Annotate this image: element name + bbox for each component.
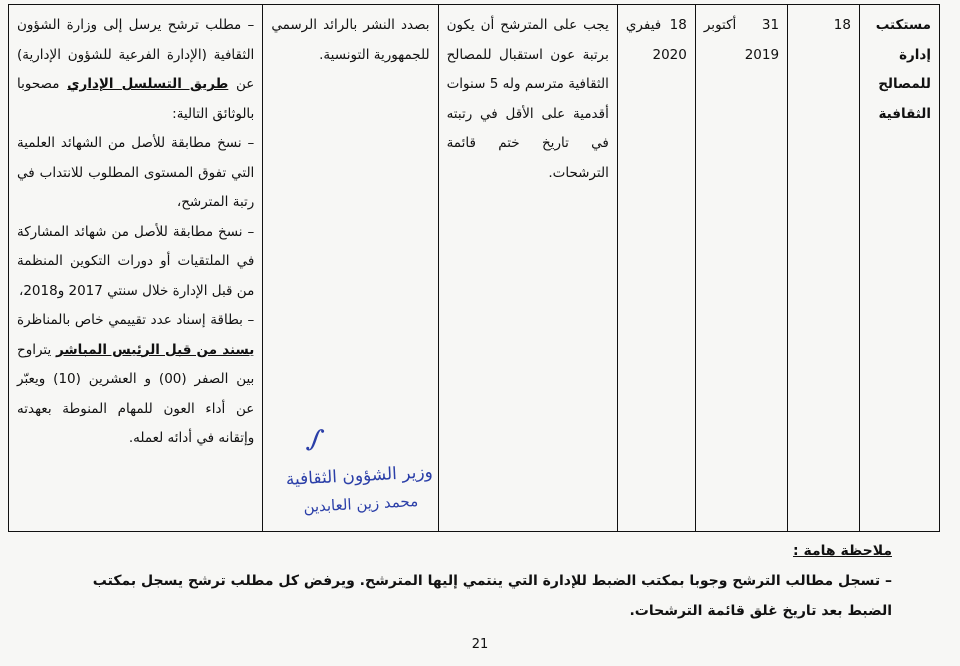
- publication-text: بصدد النشر بالرائد الرسمي للجمهورية التونسية.: [271, 17, 430, 63]
- positions-count-cell: 18: [788, 5, 860, 532]
- publication-cell: [263, 5, 438, 532]
- documents-item-trainings: – نسخ مطابقة للأصل من شهائد المشاركة في الملتقيات أو دورات التكوين المنظمة من قبل الإدارة خلال سنتي 2017 و2018،: [17, 223, 255, 299]
- page-number: 21: [471, 637, 489, 652]
- required-documents-cell: [9, 5, 263, 532]
- opening-date-cell: 31 أكتوبر 2019: [695, 5, 787, 532]
- conditions-cell: يجب على المترشح أن يكون برتبة عون استقبال للمصالح الثقافية مترسم وله 5 سنوات أقدمية على الأقل في رتبته في تاريخ ختم قائمة الترشحات.: [438, 5, 617, 532]
- underlined-phrase: يسند من قبل الرئيس المباشر: [56, 341, 255, 358]
- structure-cell: مستكتب إدارة للمصالح الثقافية: [859, 5, 939, 532]
- signature-scribble-icon: ∫: [304, 422, 327, 456]
- signature-title: وزير الشؤون الثقافية: [285, 462, 434, 490]
- table-row: [9, 5, 940, 532]
- signature-name: محمد زين العابدين: [303, 491, 419, 516]
- important-note: [52, 536, 892, 626]
- note-text: – تسجل مطالب الترشح وجوبا بمكتب الضبط للإدارة التي ينتمي إليها المترشح. ويرفض كل مطلب ترشح يسجل بمكتب الضبط بعد تاريخ غلق قائمة الترشحات.: [92, 573, 892, 619]
- note-title: ملاحظة هامة :: [793, 543, 892, 559]
- documents-item-diplomas: – نسخ مطابقة للأصل من الشهائد العلمية التي تفوق المستوى المطلوب للانتداب في رتبة المترشح،: [17, 135, 255, 210]
- underlined-phrase: طريق التسلسل الإداري: [67, 76, 229, 92]
- closing-date-cell: 18 فيفري 2020: [617, 5, 695, 532]
- competition-table: [8, 4, 940, 532]
- documents-item-evaluation: – بطاقة إسناد عدد تقييمي خاص بالمناظرة يسند من قبل الرئيس المباشر يتراوح بين الصفر (00) و العشرين (10) ويعبّر عن أداء العون للمهام المنوطة بعهدته وإتقانه في أدائه لعمله.: [17, 312, 255, 446]
- documents-intro: – مطلب ترشح يرسل إلى وزارة الشؤون الثقافية (الإدارة الفرعية للشؤون الإدارية) عن طريق التسلسل الإداري مصحوبا بالوثائق التالية:: [17, 17, 255, 122]
- minister-signature: [274, 422, 447, 522]
